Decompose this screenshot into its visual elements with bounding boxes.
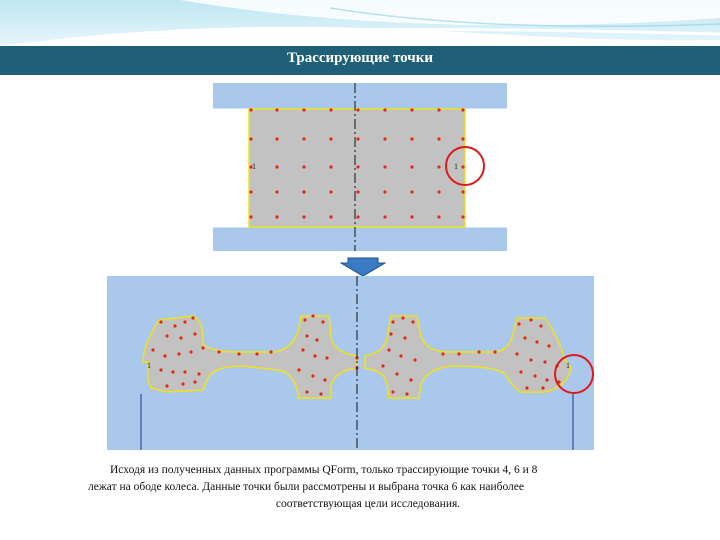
down-arrow-icon bbox=[340, 257, 386, 277]
header-decoration bbox=[0, 0, 720, 46]
trace-point bbox=[249, 137, 252, 140]
trace-point bbox=[181, 382, 184, 385]
trace-point bbox=[183, 320, 186, 323]
trace-point bbox=[179, 336, 182, 339]
trace-point bbox=[437, 108, 440, 111]
trace-point bbox=[543, 360, 546, 363]
trace-point bbox=[387, 348, 390, 351]
trace-point bbox=[493, 350, 496, 353]
trace-point bbox=[411, 320, 414, 323]
trace-point bbox=[383, 165, 386, 168]
trace-point bbox=[517, 322, 520, 325]
trace-point bbox=[303, 318, 306, 321]
trace-point bbox=[325, 356, 328, 359]
trace-point bbox=[311, 374, 314, 377]
trace-point bbox=[197, 372, 200, 375]
trace-point bbox=[329, 165, 332, 168]
trace-point bbox=[410, 165, 413, 168]
trace-point bbox=[329, 190, 332, 193]
trace-point bbox=[389, 332, 392, 335]
trace-point bbox=[410, 137, 413, 140]
trace-point bbox=[163, 354, 166, 357]
caption bbox=[88, 462, 648, 513]
trace-point bbox=[383, 190, 386, 193]
trace-point bbox=[275, 165, 278, 168]
trace-point bbox=[381, 364, 384, 367]
trace-point bbox=[541, 386, 544, 389]
caption-line-2: лежат на ободе колеса. Данные точки были рассмотрены и выбрана точка 6 как наиболее bbox=[88, 481, 525, 493]
trace-point bbox=[401, 316, 404, 319]
trace-point bbox=[461, 165, 464, 168]
trace-point bbox=[177, 352, 180, 355]
trace-point bbox=[249, 108, 252, 111]
trace-point bbox=[547, 344, 550, 347]
trace-point bbox=[319, 392, 322, 395]
trace-point bbox=[539, 324, 542, 327]
trace-point bbox=[321, 320, 324, 323]
trace-point bbox=[302, 137, 305, 140]
trace-point bbox=[525, 386, 528, 389]
trace-point bbox=[191, 316, 194, 319]
trace-point bbox=[356, 137, 359, 140]
trace-point bbox=[217, 350, 220, 353]
trace-point bbox=[171, 370, 174, 373]
trace-point bbox=[383, 215, 386, 218]
trace-point bbox=[356, 190, 359, 193]
trace-point bbox=[301, 348, 304, 351]
trace-point bbox=[255, 352, 258, 355]
trace-point bbox=[275, 190, 278, 193]
trace-point bbox=[410, 108, 413, 111]
trace-point bbox=[405, 392, 408, 395]
trace-point bbox=[437, 137, 440, 140]
wheel-profile-figure bbox=[107, 276, 594, 450]
trace-point bbox=[410, 215, 413, 218]
trace-point bbox=[519, 370, 522, 373]
trace-point bbox=[159, 320, 162, 323]
trace-point bbox=[515, 352, 518, 355]
trace-point bbox=[249, 190, 252, 193]
trace-point bbox=[457, 352, 460, 355]
trace-point bbox=[313, 354, 316, 357]
trace-point bbox=[165, 384, 168, 387]
caption-line-1: Исходя из полученных данных программы QForm, только трассирующие точки 4, 6 и 8 bbox=[110, 464, 538, 476]
trace-point bbox=[237, 352, 240, 355]
trace-point bbox=[302, 215, 305, 218]
trace-point bbox=[399, 354, 402, 357]
right-marker-bottom: 1 bbox=[566, 361, 570, 370]
trace-point bbox=[302, 165, 305, 168]
trace-point bbox=[323, 378, 326, 381]
trace-point bbox=[410, 190, 413, 193]
trace-point bbox=[275, 108, 278, 111]
trace-point bbox=[302, 190, 305, 193]
trace-point bbox=[356, 165, 359, 168]
trace-point bbox=[201, 346, 204, 349]
trace-point bbox=[403, 336, 406, 339]
trace-point bbox=[315, 338, 318, 341]
trace-point bbox=[391, 390, 394, 393]
trace-point bbox=[545, 378, 548, 381]
trace-point bbox=[391, 320, 394, 323]
trace-point bbox=[329, 137, 332, 140]
trace-point bbox=[535, 340, 538, 343]
trace-point bbox=[461, 137, 464, 140]
trace-point bbox=[383, 108, 386, 111]
trace-point bbox=[275, 215, 278, 218]
trace-point bbox=[461, 108, 464, 111]
trace-point bbox=[529, 318, 532, 321]
trace-point bbox=[383, 137, 386, 140]
trace-point bbox=[356, 215, 359, 218]
trace-point bbox=[159, 368, 162, 371]
trace-point bbox=[165, 334, 168, 337]
trace-point bbox=[356, 108, 359, 111]
trace-point bbox=[173, 324, 176, 327]
trace-point bbox=[305, 390, 308, 393]
trace-point bbox=[437, 190, 440, 193]
trace-point bbox=[395, 372, 398, 375]
caption-line-3: соответствующая цели исследования. bbox=[275, 498, 461, 510]
trace-point bbox=[193, 332, 196, 335]
trace-point bbox=[305, 334, 308, 337]
left-marker: 1 bbox=[252, 162, 256, 171]
trace-point bbox=[183, 370, 186, 373]
trace-point bbox=[461, 190, 464, 193]
trace-point bbox=[477, 350, 480, 353]
slide-title: Трассирующие точки bbox=[286, 50, 434, 66]
trace-point bbox=[302, 108, 305, 111]
trace-point bbox=[437, 215, 440, 218]
trace-point bbox=[189, 350, 192, 353]
trace-point bbox=[329, 215, 332, 218]
trace-point bbox=[275, 137, 278, 140]
trace-point bbox=[437, 165, 440, 168]
trace-point bbox=[151, 348, 154, 351]
trace-point bbox=[413, 358, 416, 361]
trace-point bbox=[249, 215, 252, 218]
trace-point bbox=[297, 368, 300, 371]
trace-point bbox=[523, 336, 526, 339]
trace-point bbox=[269, 350, 272, 353]
right-marker: 1 bbox=[454, 162, 458, 171]
trace-point bbox=[329, 108, 332, 111]
trace-point bbox=[529, 358, 532, 361]
left-marker-bottom: 1 bbox=[147, 361, 151, 370]
trace-point bbox=[533, 374, 536, 377]
trace-point bbox=[441, 352, 444, 355]
trace-point bbox=[193, 380, 196, 383]
trace-point bbox=[461, 215, 464, 218]
trace-point bbox=[311, 314, 314, 317]
trace-point bbox=[409, 378, 412, 381]
billet-trace-figure bbox=[213, 83, 507, 251]
